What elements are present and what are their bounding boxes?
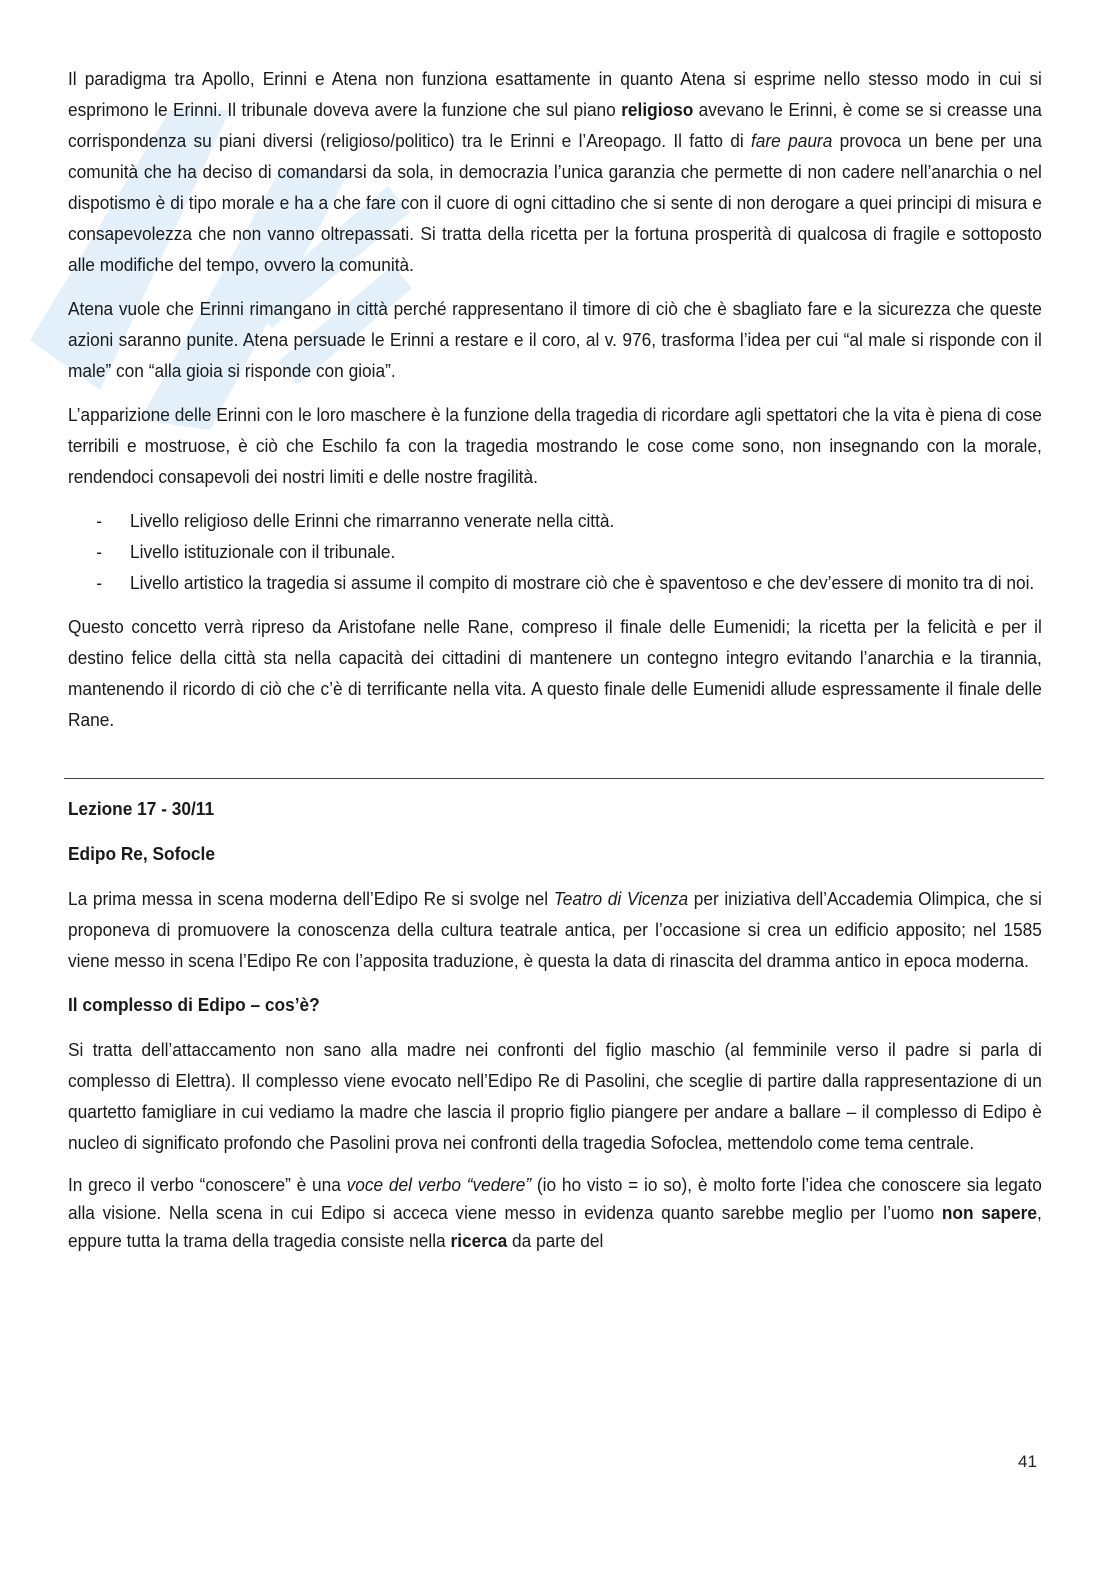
text-run: , eppure tutta la trama della tragedia consiste nella	[68, 1202, 1042, 1251]
bold-term: non sapere	[941, 1202, 1038, 1223]
italic-term: Teatro di Vicenza	[553, 888, 689, 909]
text-run: (io ho visto = io so), è molto forte l’idea che conoscere sia legato alla visione. Nella scena in cui Edipo si acceca viene messo in evidenza quanto sarebbe meglio per l’uomo	[68, 1174, 1042, 1223]
list-item-text: Livello artistico la tragedia si assume il compito di mostrare ciò che è spaventoso e che dev’essere di monito tra di noi.	[130, 572, 1035, 593]
lesson-title: Lezione 17 - 30/11	[68, 798, 215, 819]
italic-term: fare paura	[750, 130, 833, 151]
section-heading-complesso-edipo: Il complesso di Edipo – cos’è?	[68, 994, 320, 1015]
paragraph-complesso-edipo: Si tratta dell’attaccamento non sano alla madre nei confronti del figlio maschio (al femminile verso il padre si parla di complesso di Elettra). Il complesso viene evocato nell’Edipo Re di Pasolini, che sceglie di partire dalla rappresentazione di un quartetto famigliare in cui vediamo la madre che lascia il proprio figlio piangere per andare a ballare – il complesso di Edipo è nucleo di significato profondo che Pasolini prova nei confronti della tragedia Sofoclea, mettendolo come tema centrale.	[68, 1039, 1042, 1153]
text-run: avevano le Erinni, è come se si creasse una corrispondenza su piani diversi (religioso/politico) tra le Erinni e l’Areopago. Il fatto di	[68, 99, 1042, 151]
text-run: da parte del	[507, 1230, 604, 1251]
paragraph-atena-erinni-citta: Atena vuole che Erinni rimangano in città perché rappresentano il timore di ciò che è sbagliato fare e la sicurezza che queste azioni saranno punite. Atena persuade le Erinni a restare e il coro, al v. 976, trasforma l’idea per cui “al male si risponde con il male” con “alla gioia si risponde con gioia”.	[68, 298, 1042, 381]
list-marker: -	[96, 510, 102, 531]
lesson-subtitle: Edipo Re, Sofocle	[68, 843, 215, 864]
section-divider	[64, 778, 1044, 779]
text-run: per iniziativa dell’Accademia Olimpica, che si proponeva di promuovere la conoscenza della cultura teatrale antica, per l’occasione si crea un edificio apposito; nel 1585 viene messo in scena l’Edipo Re con l’apposita traduzione, è questa la data di rinascita del dramma antico in epoca moderna.	[68, 888, 1042, 971]
paragraph-conoscere-vedere	[68, 1171, 1042, 1255]
list-item	[68, 536, 1044, 567]
italic-term: voce del verbo “vedere”	[346, 1174, 532, 1195]
page-number: 41	[1018, 1452, 1037, 1471]
list-item	[68, 567, 1044, 598]
bold-term: religioso	[621, 99, 694, 120]
page-content	[68, 63, 1042, 1268]
paragraph-apollo-erinni-atena	[68, 63, 1042, 280]
paragraph-teatro-vicenza	[68, 883, 1042, 976]
list-item-text: Livello istituzionale con il tribunale.	[130, 541, 396, 562]
list-item-text: Livello religioso delle Erinni che rimarranno venerate nella città.	[130, 510, 615, 531]
text-run: Il paradigma tra Apollo, Erinni e Atena non funziona esattamente in quanto Atena si esprime nello stesso modo in cui si esprimono le Erinni. Il tribunale doveva avere la funzione che sul piano	[68, 68, 1042, 120]
levels-list	[68, 505, 1042, 598]
paragraph-aristofane-rane: Questo concetto verrà ripreso da Aristofane nelle Rane, compreso il finale delle Eumenidi; la ricetta per la felicità e per il destino felice della città sta nella capacità dei cittadini di mantenere un contegno integro evitando l’anarchia e la tirannia, mantenendo il ricordo di ciò che c’è di terrificante nella vita. A questo finale delle Eumenidi allude espressamente il finale delle Rane.	[68, 616, 1042, 730]
text-run: In greco il verbo “conoscere” è una	[68, 1174, 347, 1195]
bold-term: ricerca	[450, 1230, 508, 1251]
list-marker: -	[96, 541, 102, 562]
text-run: provoca un bene per una comunità che ha deciso di comandarsi da sola, in democrazia l’unica garanzia che permette di non cadere nell’anarchia o nel dispotismo è di tipo morale e ha a che fare con il cuore di ogni cittadino che si sente di non derogare a quei principi di misura e consapevolezza che non vanno oltrepassati. Si tratta della ricetta per la fortuna prosperità di qualcosa di fragile e sottoposto alle modifiche del tempo, ovvero la comunità.	[68, 130, 1042, 275]
text-run: La prima messa in scena moderna dell’Edipo Re si svolge nel	[68, 888, 554, 909]
paragraph-apparizione-erinni: L’apparizione delle Erinni con le loro maschere è la funzione della tragedia di ricordare agli spettatori che la vita è piena di cose terribili e mostruose, è ciò che Eschilo fa con la tragedia mostrando le cose come sono, non insegnando con la morale, rendendoci consapevoli dei nostri limiti e delle nostre fragilità.	[68, 404, 1042, 487]
list-marker: -	[96, 572, 102, 593]
list-item	[68, 505, 1044, 536]
